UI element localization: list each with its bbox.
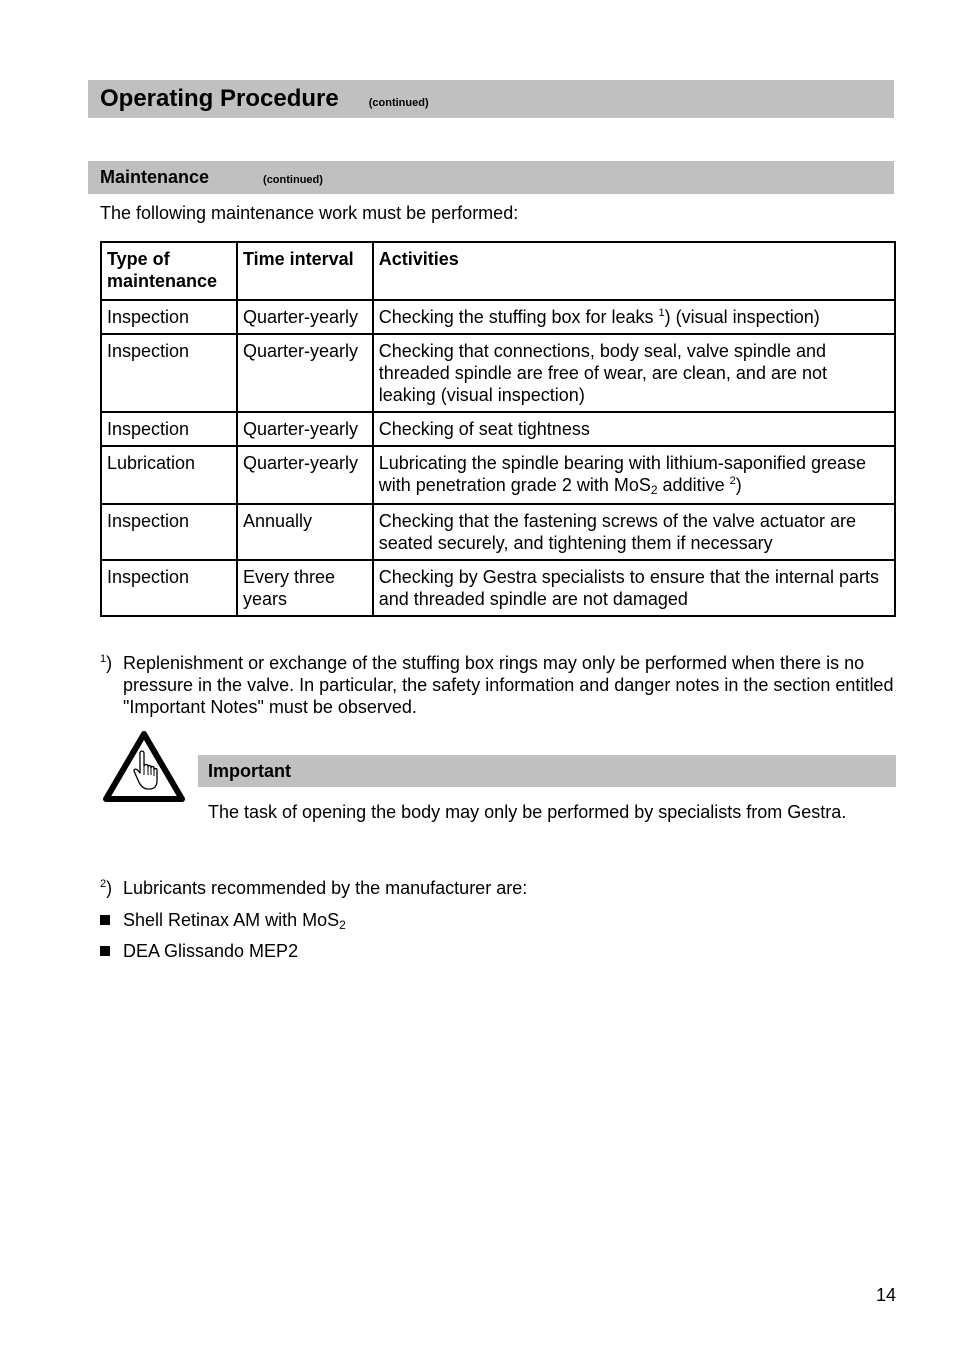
list-item: Shell Retinax AM with MoS$_2$ xyxy=(100,909,346,933)
table-row xyxy=(101,504,895,560)
cell-type: Inspection xyxy=(101,300,237,334)
page-title: Operating Procedure xyxy=(100,85,339,112)
header-type: Type of maintenance xyxy=(101,242,237,300)
warning-hand-icon xyxy=(103,731,185,803)
cell-type: Inspection xyxy=(101,412,237,446)
section-title: Maintenance xyxy=(100,167,210,187)
cell-activity: Checking by Gestra specialists to ensure that the internal parts and threaded spindle are not damaged xyxy=(373,560,895,616)
footnote-1-mark: 1 xyxy=(100,653,107,665)
maintenance-table xyxy=(100,241,896,617)
page-number: 14 xyxy=(876,1285,897,1305)
cell-type: Inspection xyxy=(101,560,237,616)
cell-activity: Lubricating the spindle bearing with lithium-saponified grease with penetration grade 2 with MoS$_2$ additive $^2$) xyxy=(373,446,895,504)
cell-interval: Quarter-yearly xyxy=(237,446,373,504)
cell-interval: Annually xyxy=(237,504,373,560)
bullet-square-icon xyxy=(100,915,110,925)
table-header-row xyxy=(101,242,895,300)
cell-activity: Checking the stuffing box for leaks $^1$) (visual inspection) xyxy=(373,300,895,334)
cell-interval: Quarter-yearly xyxy=(237,300,373,334)
section-title-continued: (continued) xyxy=(263,174,323,186)
cell-interval: Quarter-yearly xyxy=(237,334,373,412)
cell-type: Lubrication xyxy=(101,446,237,504)
cell-type: Inspection xyxy=(101,334,237,412)
intro-text: The following maintenance work must be performed: xyxy=(100,203,519,223)
footnote-2-mark: 2 xyxy=(100,878,107,890)
bullet-square-icon xyxy=(100,946,110,956)
footnote-2-text: Lubricants recommended by the manufacturer are: xyxy=(123,878,528,898)
cell-interval: Quarter-yearly xyxy=(237,412,373,446)
footnote-1-text: Replenishment or exchange of the stuffing box rings may only be performed when there is no pressure in the valve. In particular, the safety information and danger notes in the section entitled "Important Notes" must be observed. xyxy=(123,653,894,717)
table-row xyxy=(101,412,895,446)
footnote-ref: 2 xyxy=(729,475,736,487)
important-title: Important xyxy=(208,760,291,781)
important-title-bar xyxy=(198,755,896,787)
section-title-bar xyxy=(88,161,894,194)
page-title-bar xyxy=(88,80,894,118)
header-interval: Time interval xyxy=(237,242,373,300)
cell-activity: Checking that the fastening screws of the valve actuator are seated securely, and tightening them if necessary xyxy=(373,504,895,560)
table-row xyxy=(101,560,895,616)
table-row xyxy=(101,300,895,334)
cell-activity: Checking of seat tightness xyxy=(373,412,895,446)
page-title-continued: (continued) xyxy=(368,97,429,109)
cell-type: Inspection xyxy=(101,504,237,560)
header-activities: Activities xyxy=(373,242,895,300)
cell-activity: Checking that connections, body seal, valve spindle and threaded spindle are free of wear, are clean, and are not leaking (visual inspection) xyxy=(373,334,895,412)
list-item: DEA Glissando MEP2 xyxy=(100,940,298,962)
table-row xyxy=(101,334,895,412)
cell-interval: Every three years xyxy=(237,560,373,616)
table-row xyxy=(101,446,895,504)
footnote-ref: 1 xyxy=(658,307,665,319)
important-text: The task of opening the body may only be performed by specialists from Gestra. xyxy=(208,802,847,822)
